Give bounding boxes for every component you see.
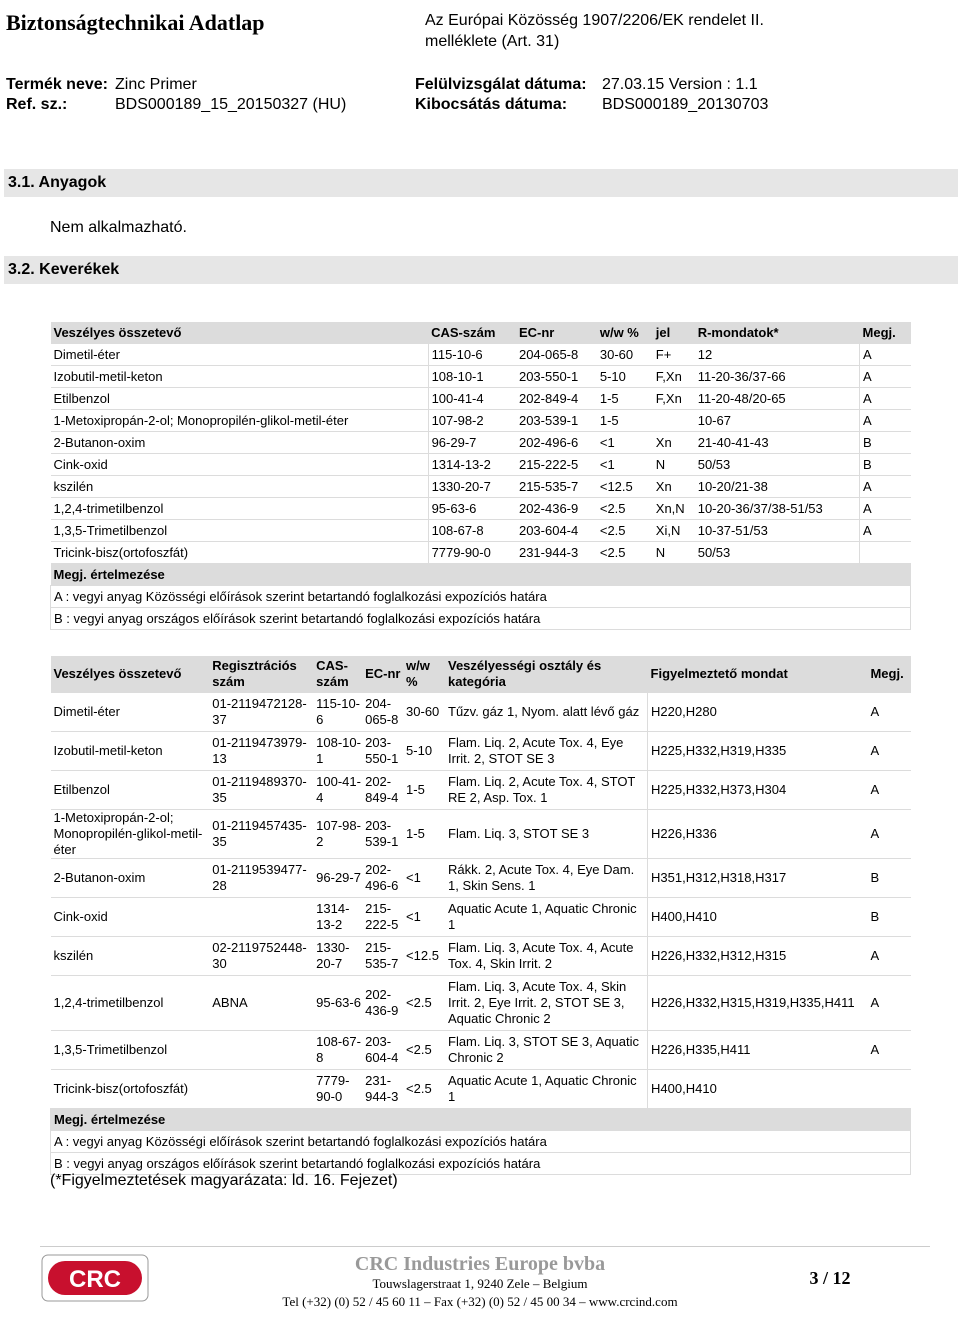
table-row xyxy=(51,732,911,771)
table-cell: A xyxy=(860,388,911,410)
table-cell: Izobutil-metil-keton xyxy=(51,366,429,388)
table-row xyxy=(51,454,911,476)
table-cell: Rákk. 2, Acute Tox. 4, Eye Dam. 1, Skin Sens. 1 xyxy=(445,859,648,898)
table-row xyxy=(51,542,911,564)
table-cell: Tricink-bisz(ortofoszfát) xyxy=(51,542,429,564)
table-cell: 11-20-48/20-65 xyxy=(695,388,860,410)
table-cell: 95-63-6 xyxy=(428,498,516,520)
table-cell: 01-2119457435-35 xyxy=(209,810,313,859)
table-cell: Flam. Liq. 2, Acute Tox. 4, STOT RE 2, Asp. Tox. 1 xyxy=(445,771,648,810)
table-cell xyxy=(860,542,911,564)
table-cell: 10-20-36/37/38-51/53 xyxy=(695,498,860,520)
table-cell: H400,H410 xyxy=(648,1070,868,1109)
table-row xyxy=(51,1070,911,1109)
table-cell: 1,3,5-Trimetilbenzol xyxy=(51,1031,210,1070)
table-cell: Cink-oxid xyxy=(51,898,210,937)
table-cell: <2.5 xyxy=(597,520,653,542)
table-cell: 108-67-8 xyxy=(428,520,516,542)
table-cell xyxy=(209,898,313,937)
table-cell: H220,H280 xyxy=(648,693,868,732)
table-cell: A xyxy=(860,476,911,498)
table-cell: A xyxy=(867,810,910,859)
table-row xyxy=(51,344,911,366)
table-cell: Flam. Liq. 3, Acute Tox. 4, Acute Tox. 4, Skin Irrit. 2 xyxy=(445,937,648,976)
legend-title-row xyxy=(51,564,911,586)
legend-text: A : vegyi anyag Közösségi előírások szerint betartandó foglalkozási expozíciós határa xyxy=(51,586,911,608)
table-cell: 100-41-4 xyxy=(428,388,516,410)
table-cell: 203-550-1 xyxy=(516,366,597,388)
table-cell: 1,2,4-trimetilbenzol xyxy=(51,976,210,1031)
company-name: CRC Industries Europe bvba xyxy=(354,1253,606,1275)
legend-title-row xyxy=(51,1109,911,1131)
table-row xyxy=(51,859,911,898)
table-cell: Izobutil-metil-keton xyxy=(51,732,210,771)
table-cell: 01-2119472128-37 xyxy=(209,693,313,732)
table-cell: Tricink-bisz(ortofoszfát) xyxy=(51,1070,210,1109)
crc-logo xyxy=(40,1253,150,1303)
table-cell: 10-67 xyxy=(695,410,860,432)
table-cell: 1-5 xyxy=(597,388,653,410)
table-cell: 203-539-1 xyxy=(516,410,597,432)
table-cell: 202-496-6 xyxy=(362,859,403,898)
table-cell xyxy=(209,1031,313,1070)
table-cell: A xyxy=(867,771,910,810)
table-cell: 1330-20-7 xyxy=(428,476,516,498)
table-cell: 215-222-5 xyxy=(362,898,403,937)
column-header: w/w % xyxy=(403,656,445,693)
table-cell: 30-60 xyxy=(403,693,445,732)
table-row xyxy=(51,937,911,976)
table-cell: <1 xyxy=(597,432,653,454)
review-date-value: 27.03.15 Version : 1.1 xyxy=(602,76,758,93)
table-cell xyxy=(653,410,695,432)
legend-text: B : vegyi anyag országos előírások szerint betartandó foglalkozási expozíciós határa xyxy=(51,1153,911,1175)
table-cell: 202-849-4 xyxy=(362,771,403,810)
table-cell: H226,H336 xyxy=(648,810,868,859)
table-cell: 1-Metoxipropán-2-ol; Monopropilén-glikol-metil-éter xyxy=(51,810,210,859)
table-cell: Dimetil-éter xyxy=(51,344,429,366)
legend-row xyxy=(51,608,911,630)
table-cell: A xyxy=(860,498,911,520)
table-cell: 5-10 xyxy=(403,732,445,771)
column-header: Figyelmeztető mondat xyxy=(648,656,868,693)
table-header-row xyxy=(51,656,911,693)
table-cell: 215-535-7 xyxy=(362,937,403,976)
table-cell: 215-535-7 xyxy=(516,476,597,498)
table-cell: A xyxy=(867,732,910,771)
table-cell: B xyxy=(860,432,911,454)
table-cell: B xyxy=(860,454,911,476)
table-cell: 115-10-6 xyxy=(313,693,362,732)
table-cell: 107-98-2 xyxy=(313,810,362,859)
table-cell: 30-60 xyxy=(597,344,653,366)
table-cell: <1 xyxy=(403,898,445,937)
column-header: R-mondatok* xyxy=(695,322,860,344)
column-header: Megj. xyxy=(860,322,911,344)
column-header: EC-nr xyxy=(516,322,597,344)
table-cell: H226,H332,H315,H319,H335,H411 xyxy=(648,976,868,1031)
table-cell: 01-2119489370-35 xyxy=(209,771,313,810)
table-cell: A xyxy=(867,693,910,732)
table-cell: N xyxy=(653,454,695,476)
table-cell: 7779-90-0 xyxy=(428,542,516,564)
table-cell: kszilén xyxy=(51,476,429,498)
table-cell: 204-065-8 xyxy=(362,693,403,732)
table-cell: B xyxy=(867,859,910,898)
table-cell: <2.5 xyxy=(597,498,653,520)
r-phrases-table xyxy=(50,322,911,630)
column-header: CAS-szám xyxy=(428,322,516,344)
table-cell: 108-10-1 xyxy=(313,732,362,771)
table-cell: 1314-13-2 xyxy=(313,898,362,937)
column-header: Veszélyes összetevő xyxy=(51,656,210,693)
section-3-2-heading: 3.2. Keverékek xyxy=(4,256,958,284)
table-row xyxy=(51,693,911,732)
table-cell: <2.5 xyxy=(597,542,653,564)
column-header: w/w % xyxy=(597,322,653,344)
table-cell: 108-67-8 xyxy=(313,1031,362,1070)
table-cell: 203-550-1 xyxy=(362,732,403,771)
table-cell: 108-10-1 xyxy=(428,366,516,388)
table-cell: 10-37-51/53 xyxy=(695,520,860,542)
page-number: 3 / 12 xyxy=(809,1268,851,1288)
table-cell: A xyxy=(860,410,911,432)
table-cell: 100-41-4 xyxy=(313,771,362,810)
ref-value: BDS000189_15_20150327 (HU) xyxy=(115,96,347,113)
table-cell: <2.5 xyxy=(403,1070,445,1109)
product-name-row xyxy=(6,76,108,94)
table-cell: H226,H335,H411 xyxy=(648,1031,868,1070)
table-cell: ABNA xyxy=(209,976,313,1031)
table-cell: 203-604-4 xyxy=(362,1031,403,1070)
product-name-label: Termék neve: xyxy=(6,76,108,93)
table-cell: H400,H410 xyxy=(648,898,868,937)
footer-divider xyxy=(40,1246,930,1247)
table-cell: Etilbenzol xyxy=(51,388,429,410)
table-row xyxy=(51,410,911,432)
table-cell: 202-496-6 xyxy=(516,432,597,454)
table-cell: 1,2,4-trimetilbenzol xyxy=(51,498,429,520)
table-cell: 1-5 xyxy=(403,771,445,810)
table-cell: 115-10-6 xyxy=(428,344,516,366)
table-cell: <12.5 xyxy=(597,476,653,498)
table-cell: A xyxy=(860,344,911,366)
svg-text:CRC: CRC xyxy=(69,1266,121,1293)
regulation-line-1: Az Európai Közösség 1907/2206/EK rendelet II. xyxy=(425,12,764,29)
table-cell: <1 xyxy=(597,454,653,476)
table-cell: Dimetil-éter xyxy=(51,693,210,732)
table-cell: 02-2119752448-30 xyxy=(209,937,313,976)
table-cell: 203-604-4 xyxy=(516,520,597,542)
table-cell: F+ xyxy=(653,344,695,366)
table-cell: 203-539-1 xyxy=(362,810,403,859)
table-cell: 202-436-9 xyxy=(516,498,597,520)
table-cell: Flam. Liq. 3, STOT SE 3, Aquatic Chronic 2 xyxy=(445,1031,648,1070)
table-cell: 204-065-8 xyxy=(516,344,597,366)
table-cell: <2.5 xyxy=(403,1031,445,1070)
table-cell: 12 xyxy=(695,344,860,366)
column-header: Veszélyes összetevő xyxy=(51,322,429,344)
table-cell: Flam. Liq. 3, STOT SE 3 xyxy=(445,810,648,859)
table-cell: 21-40-41-43 xyxy=(695,432,860,454)
table-cell: 96-29-7 xyxy=(428,432,516,454)
table-cell: 2-Butanon-oxim xyxy=(51,859,210,898)
table-cell: 50/53 xyxy=(695,542,860,564)
footnote: (*Figyelmeztetések magyarázata: ld. 16. Fejezet) xyxy=(50,1172,398,1189)
table-cell: 107-98-2 xyxy=(428,410,516,432)
table-cell: 10-20/21-38 xyxy=(695,476,860,498)
table-cell: B xyxy=(867,898,910,937)
table-cell: Aquatic Acute 1, Aquatic Chronic 1 xyxy=(445,898,648,937)
table-cell: 1-5 xyxy=(597,410,653,432)
company-address: Touwslagerstraat 1, 9240 Zele – Belgium xyxy=(372,1276,588,1291)
table-row xyxy=(51,771,911,810)
table-cell xyxy=(867,1070,910,1109)
table-cell: 1330-20-7 xyxy=(313,937,362,976)
table-row xyxy=(51,520,911,542)
table-cell: Etilbenzol xyxy=(51,771,210,810)
table-cell: F,Xn xyxy=(653,388,695,410)
table-cell: 50/53 xyxy=(695,454,860,476)
column-header: CAS-szám xyxy=(313,656,362,693)
table-cell: Xi,N xyxy=(653,520,695,542)
table-cell: H225,H332,H373,H304 xyxy=(648,771,868,810)
regulation-line-2: melléklete (Art. 31) xyxy=(425,33,560,50)
table-cell: Flam. Liq. 2, Acute Tox. 4, Eye Irrit. 2, STOT SE 3 xyxy=(445,732,648,771)
table-cell: A xyxy=(867,1031,910,1070)
table-cell: 11-20-36/37-66 xyxy=(695,366,860,388)
table-cell: 1,3,5-Trimetilbenzol xyxy=(51,520,429,542)
table-cell: 2-Butanon-oxim xyxy=(51,432,429,454)
table-row xyxy=(51,898,911,937)
legend-text: A : vegyi anyag Közösségi előírások szerint betartandó foglalkozási expozíciós határa xyxy=(51,1131,911,1153)
table-cell: H225,H332,H319,H335 xyxy=(648,732,868,771)
table-cell: Xn,N xyxy=(653,498,695,520)
table-cell: N xyxy=(653,542,695,564)
table-cell: 1-5 xyxy=(403,810,445,859)
table-row xyxy=(51,1031,911,1070)
table-cell: 202-849-4 xyxy=(516,388,597,410)
table-cell: A xyxy=(860,366,911,388)
section-3-1-heading: 3.1. Anyagok xyxy=(4,169,958,197)
table-cell: A xyxy=(860,520,911,542)
table-row xyxy=(51,498,911,520)
table-row xyxy=(51,366,911,388)
column-header: Regisztrációs szám xyxy=(209,656,313,693)
column-header: EC-nr xyxy=(362,656,403,693)
company-contact: Tel (+32) (0) 52 / 45 60 11 – Fax (+32) (0) 52 / 45 00 34 – www.crcind.com xyxy=(282,1294,678,1309)
legend-title: Megj. értelmezése xyxy=(51,564,911,586)
table-cell: 231-944-3 xyxy=(516,542,597,564)
column-header: jel xyxy=(653,322,695,344)
table-cell: Aquatic Acute 1, Aquatic Chronic 1 xyxy=(445,1070,648,1109)
table-row xyxy=(51,476,911,498)
company-address-block xyxy=(260,1275,700,1311)
table-row xyxy=(51,976,911,1031)
table-header-row xyxy=(51,322,911,344)
table-cell: F,Xn xyxy=(653,366,695,388)
legend-row xyxy=(51,586,911,608)
review-date-label: Felülvizsgálat dátuma: xyxy=(415,76,587,93)
legend-row xyxy=(51,1131,911,1153)
table-cell: 1-Metoxipropán-2-ol; Monopropilén-glikol-metil-éter xyxy=(51,410,429,432)
section-3-1-text: Nem alkalmazható. xyxy=(50,219,187,236)
table-cell: 01-2119539477-28 xyxy=(209,859,313,898)
table-cell: kszilén xyxy=(51,937,210,976)
table-cell: 202-436-9 xyxy=(362,976,403,1031)
table-cell: H351,H312,H318,H317 xyxy=(648,859,868,898)
table-cell: A xyxy=(867,937,910,976)
legend-title: Megj. értelmezése xyxy=(51,1109,911,1131)
table-cell: Cink-oxid xyxy=(51,454,429,476)
table-cell xyxy=(209,1070,313,1109)
table-row xyxy=(51,810,911,859)
table-cell: 7779-90-0 xyxy=(313,1070,362,1109)
document-title: Biztonságtechnikai Adatlap xyxy=(6,10,265,35)
ref-label: Ref. sz.: xyxy=(6,96,68,113)
table-cell: 231-944-3 xyxy=(362,1070,403,1109)
table-cell: 1314-13-2 xyxy=(428,454,516,476)
table-cell: <1 xyxy=(403,859,445,898)
table-cell: A xyxy=(867,976,910,1031)
column-header: Veszélyességi osztály és kategória xyxy=(445,656,648,693)
table-row xyxy=(51,388,911,410)
table-cell: Xn xyxy=(653,432,695,454)
table-cell: 96-29-7 xyxy=(313,859,362,898)
table-cell: Xn xyxy=(653,476,695,498)
h-statements-table xyxy=(50,656,911,1175)
product-name-value: Zinc Primer xyxy=(115,76,197,93)
issue-date-value: BDS000189_20130703 xyxy=(602,96,769,113)
table-cell: 215-222-5 xyxy=(516,454,597,476)
table-cell: H226,H332,H312,H315 xyxy=(648,937,868,976)
legend-text: B : vegyi anyag országos előírások szerint betartandó foglalkozási expozíciós határa xyxy=(51,608,911,630)
table-cell: <2.5 xyxy=(403,976,445,1031)
column-header: Megj. xyxy=(867,656,910,693)
issue-date-label: Kibocsátás dátuma: xyxy=(415,96,568,113)
table-cell: 95-63-6 xyxy=(313,976,362,1031)
table-row xyxy=(51,432,911,454)
table-cell: <12.5 xyxy=(403,937,445,976)
table-cell: Flam. Liq. 3, Acute Tox. 4, Skin Irrit. 2, Eye Irrit. 2, STOT SE 3, Aquatic Chronic 2 xyxy=(445,976,648,1031)
table-cell: Tűzv. gáz 1, Nyom. alatt lévő gáz xyxy=(445,693,648,732)
table-cell: 5-10 xyxy=(597,366,653,388)
regulation-reference xyxy=(425,10,825,52)
table-cell: 01-2119473979-13 xyxy=(209,732,313,771)
